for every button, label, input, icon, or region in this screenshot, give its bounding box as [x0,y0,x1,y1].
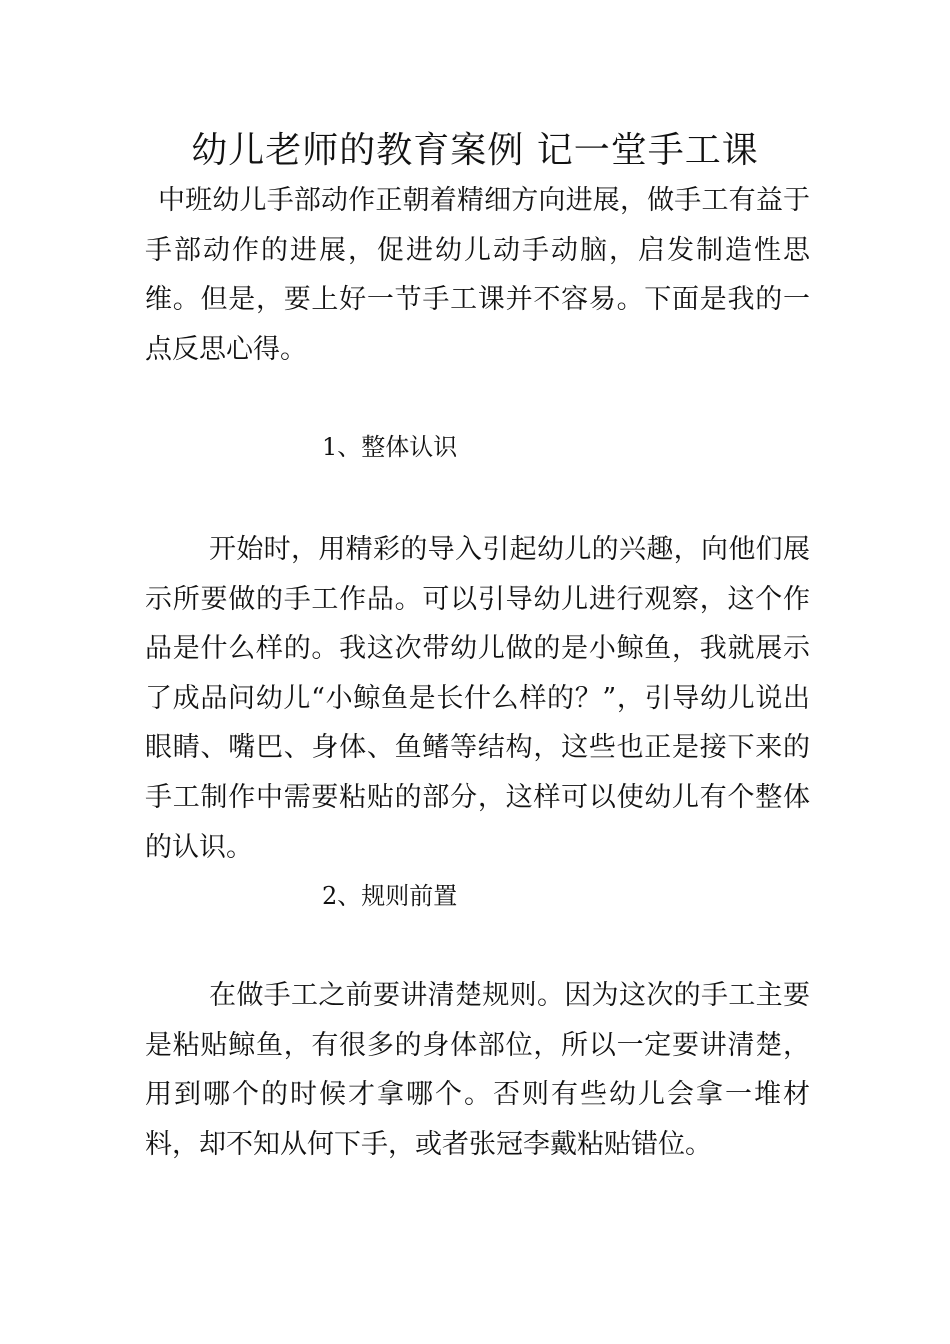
intro-paragraph: 中班幼儿手部动作正朝着精细方向进展，做手工有益于手部动作的进展，促进幼儿动手动脑，启发制造性思维。但是，要上好一节手工课并不容易。下面是我的一点反思心得。 [145,185,810,365]
section-heading-1: 1、整体认识 [322,433,458,461]
section-heading-2: 2、规则前置 [322,882,458,910]
section-body-2: 在做手工之前要讲清楚规则。因为这次的手工主要是粘贴鲸鱼，有很多的身体部位，所以一定要讲清楚，用到哪个的时候才拿哪个。否则有些幼儿会拿一堆材料，却不知从何下手，或者张冠李戴粘贴错位。 [145,980,810,1160]
document-title: 幼儿老师的教育案例 记一堂手工课 [191,130,759,171]
section-body-1: 开始时，用精彩的导入引起幼儿的兴趣，向他们展示所要做的手工作品。可以引导幼儿进行观察，这个作品是什么样的。我这次带幼儿做的是小鲸鱼，我就展示了成品问幼儿“小鲸鱼是长什么样的？”，引导幼儿说出眼睛、嘴巴、身体、鱼鳍等结构，这些也正是接下来的手工制作中需要粘贴的部分，这样可以使幼儿有个整体的认识。 [145,534,810,863]
